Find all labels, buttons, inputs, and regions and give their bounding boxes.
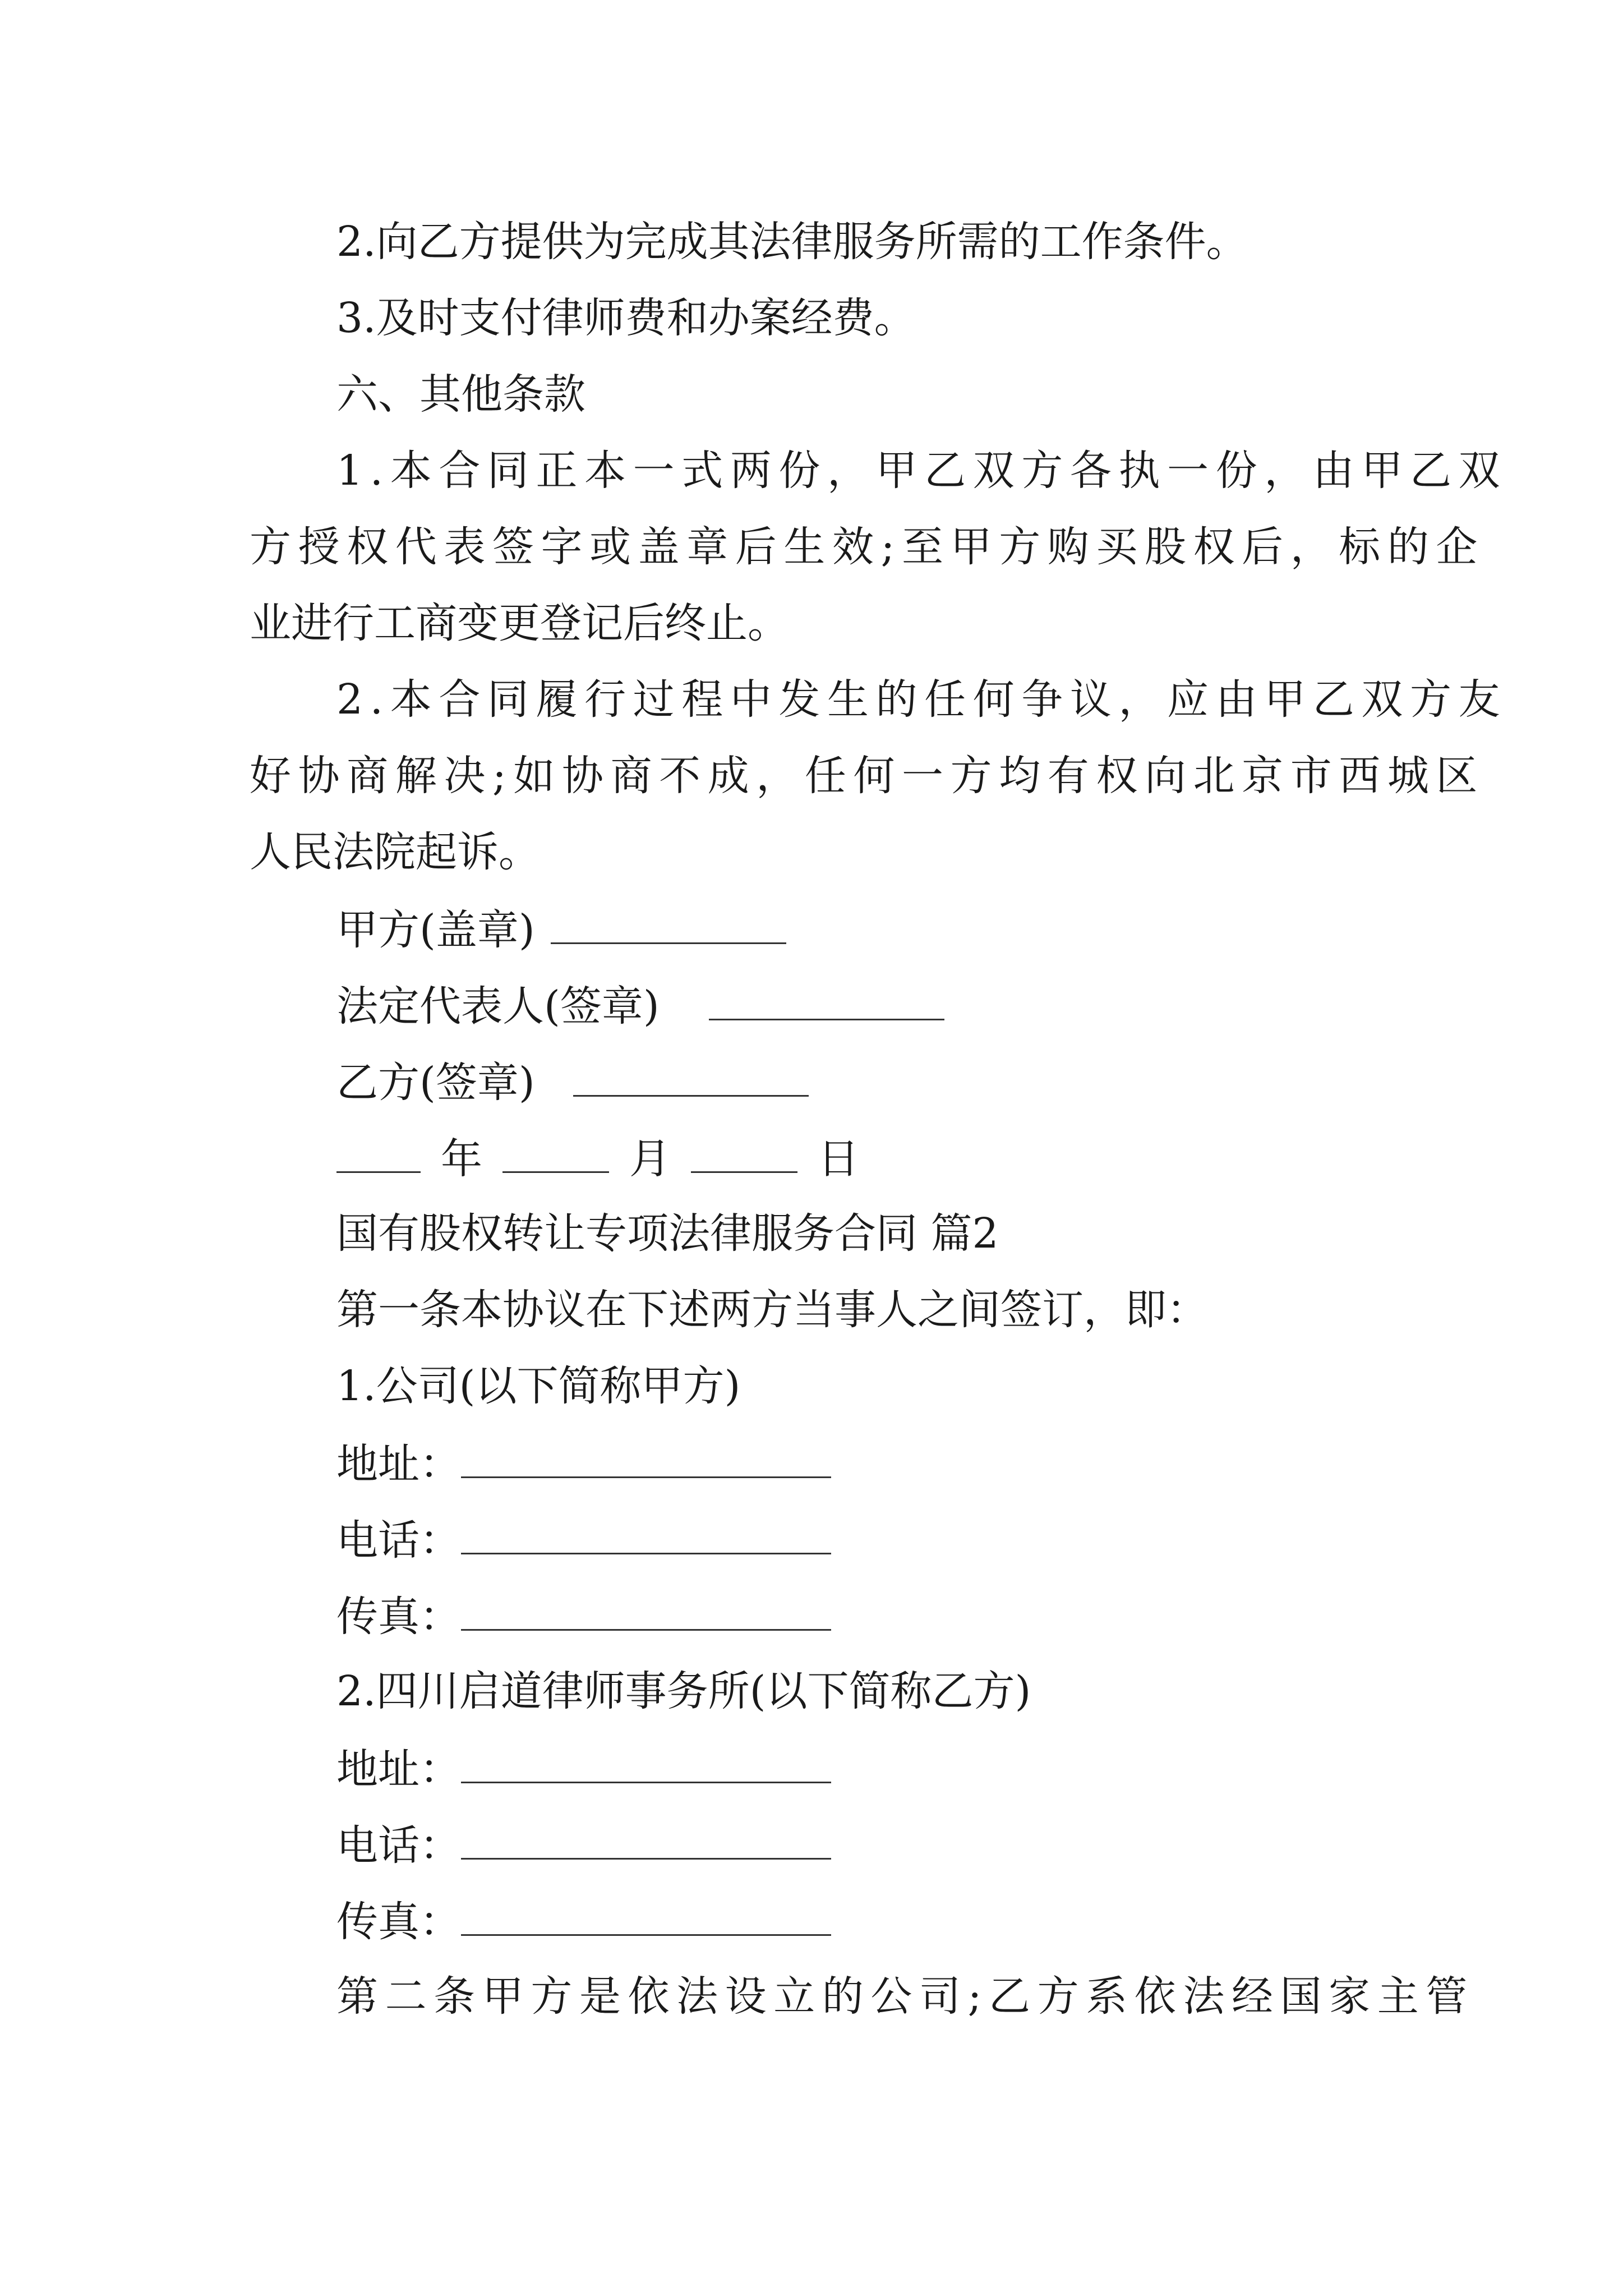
party-b-fax-label: 传真： (336, 1898, 461, 1946)
party-b-fax (336, 1898, 1475, 1946)
clause-copies-line-1: 1.本合同正本一式两份，甲乙双方各执一份，由甲乙双 (336, 447, 1507, 495)
party-a-address (336, 1440, 1475, 1488)
signature-legal-rep-blank[interactable] (709, 984, 944, 1020)
clause-dispute-line-2: 好协商解决;如协商不成，任何一方均有权向北京市西城区 (250, 752, 1485, 800)
date-year-label: 年 (441, 1135, 482, 1183)
clause-provide-conditions: 2.向乙方提供为完成其法律服务所需的工作条件。 (336, 218, 1248, 266)
signature-party-b (336, 1059, 1475, 1107)
signature-legal-rep-label: 法定代表人(签章) (336, 982, 660, 1030)
signature-party-a-label: 甲方(盖章) (336, 906, 535, 954)
clause-dispute-line-1: 2.本合同履行过程中发生的任何争议，应由甲乙双方友 (336, 675, 1507, 724)
signature-party-b-blank[interactable] (573, 1060, 809, 1097)
signature-party-a-blank[interactable] (551, 908, 786, 944)
party-a-fax-blank[interactable] (461, 1594, 831, 1631)
party-b-heading: 2.四川启道律师事务所(以下简称乙方) (336, 1667, 1031, 1715)
clause-dispute-line-3: 人民法院起诉。 (250, 828, 540, 876)
clause-copies-line-2: 方授权代表签字或盖章后生效;至甲方购买股权后，标的企 (250, 523, 1485, 571)
clause-pay-fees: 3.及时支付律师费和办案经费。 (336, 294, 916, 342)
article-1: 第一条本协议在下述两方当事人之间签订，即： (336, 1286, 1208, 1334)
signature-party-b-label: 乙方(签章) (336, 1059, 535, 1107)
party-b-phone-label: 电话： (336, 1821, 461, 1870)
party-b-address (336, 1745, 1475, 1793)
article-2: 第二条甲方是依法设立的公司;乙方系依法经国家主管 (336, 1972, 1474, 2021)
party-b-fax-blank[interactable] (461, 1899, 831, 1936)
date-day-blank[interactable] (691, 1137, 797, 1173)
section-heading-other-terms: 六、其他条款 (336, 370, 585, 418)
date-year-blank[interactable] (336, 1137, 421, 1173)
contract-title-part-2: 国有股权转让专项法律服务合同 篇2 (336, 1209, 999, 1258)
party-a-phone-label: 电话： (336, 1516, 461, 1565)
date-day-label: 日 (818, 1135, 859, 1183)
party-b-address-blank[interactable] (461, 1747, 831, 1783)
party-a-phone-blank[interactable] (461, 1518, 831, 1554)
clause-copies-line-3: 业进行工商变更登记后终止。 (250, 599, 789, 647)
date-month-blank[interactable] (502, 1137, 609, 1173)
party-a-phone (336, 1516, 1475, 1565)
party-a-fax-label: 传真： (336, 1593, 461, 1641)
party-a-address-label: 地址： (336, 1440, 461, 1488)
date-month-label: 月 (629, 1135, 671, 1183)
party-b-address-label: 地址： (336, 1745, 461, 1793)
signature-legal-rep (336, 982, 1475, 1030)
party-a-fax (336, 1593, 1475, 1641)
date-line (336, 1135, 1475, 1183)
signature-party-a (336, 906, 1475, 954)
party-b-phone-blank[interactable] (461, 1823, 831, 1860)
party-a-heading: 1.公司(以下简称甲方) (336, 1362, 741, 1410)
party-a-address-blank[interactable] (461, 1442, 831, 1478)
party-b-phone (336, 1821, 1475, 1870)
